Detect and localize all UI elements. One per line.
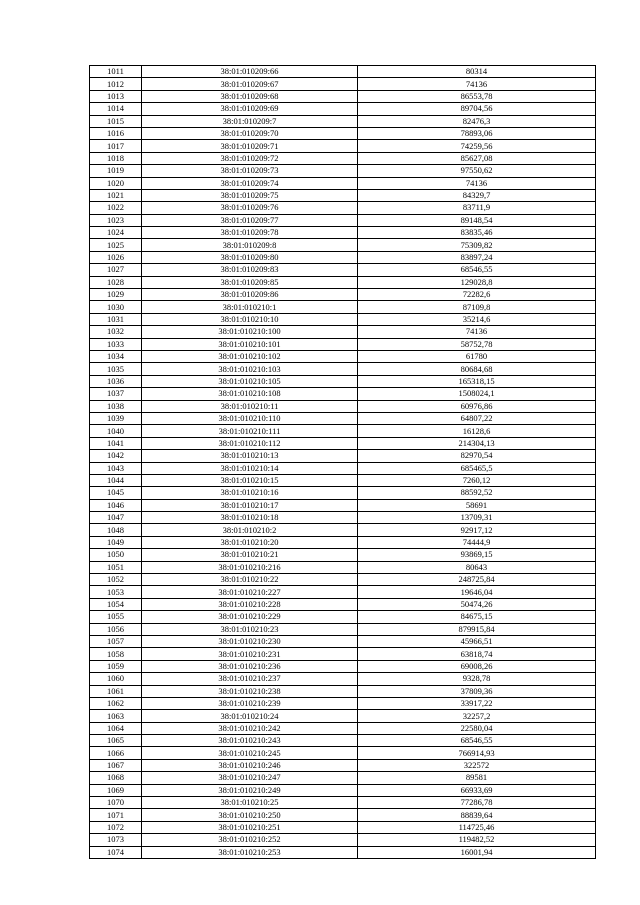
cadastral-number-cell: 38:01:010210:2 bbox=[142, 524, 358, 536]
table-row bbox=[90, 103, 596, 115]
row-number-cell: 1032 bbox=[90, 326, 142, 338]
table-row bbox=[90, 127, 596, 139]
row-number-cell: 1047 bbox=[90, 512, 142, 524]
row-number-cell: 1052 bbox=[90, 574, 142, 586]
table-row bbox=[90, 821, 596, 833]
row-number-cell: 1036 bbox=[90, 375, 142, 387]
cadastral-number-cell: 38:01:010209:83 bbox=[142, 264, 358, 276]
cadastral-number-cell: 38:01:010210:243 bbox=[142, 735, 358, 747]
row-number-cell: 1062 bbox=[90, 697, 142, 709]
cadastral-number-cell: 38:01:010210:231 bbox=[142, 648, 358, 660]
table-row bbox=[90, 809, 596, 821]
row-number-cell: 1066 bbox=[90, 747, 142, 759]
cadastral-value-cell: 16001,94 bbox=[358, 846, 596, 858]
cadastral-number-cell: 38:01:010210:15 bbox=[142, 474, 358, 486]
cadastral-value-cell: 80684,68 bbox=[358, 363, 596, 375]
cadastral-value-cell: 92917,12 bbox=[358, 524, 596, 536]
row-number-cell: 1042 bbox=[90, 450, 142, 462]
cadastral-number-cell: 38:01:010210:110 bbox=[142, 412, 358, 424]
cadastral-number-cell: 38:01:010210:10 bbox=[142, 313, 358, 325]
cadastral-value-cell: 35214,6 bbox=[358, 313, 596, 325]
cadastral-value-cell: 88592,52 bbox=[358, 487, 596, 499]
cadastral-number-cell: 38:01:010210:100 bbox=[142, 326, 358, 338]
row-number-cell: 1011 bbox=[90, 66, 142, 78]
table-row bbox=[90, 313, 596, 325]
table-row bbox=[90, 747, 596, 759]
row-number-cell: 1031 bbox=[90, 313, 142, 325]
table-row bbox=[90, 487, 596, 499]
cadastral-value-cell: 50474,26 bbox=[358, 598, 596, 610]
cadastral-value-cell: 75309,82 bbox=[358, 239, 596, 251]
cadastral-value-table bbox=[89, 65, 596, 859]
cadastral-value-cell: 89581 bbox=[358, 772, 596, 784]
row-number-cell: 1039 bbox=[90, 412, 142, 424]
cadastral-number-cell: 38:01:010210:20 bbox=[142, 536, 358, 548]
cadastral-number-cell: 38:01:010209:69 bbox=[142, 103, 358, 115]
row-number-cell: 1063 bbox=[90, 710, 142, 722]
cadastral-value-cell: 80643 bbox=[358, 561, 596, 573]
cadastral-value-cell: 58691 bbox=[358, 499, 596, 511]
cadastral-value-cell: 16128,6 bbox=[358, 425, 596, 437]
table-row bbox=[90, 474, 596, 486]
row-number-cell: 1058 bbox=[90, 648, 142, 660]
row-number-cell: 1044 bbox=[90, 474, 142, 486]
cadastral-number-cell: 38:01:010210:236 bbox=[142, 660, 358, 672]
cadastral-value-cell: 77286,78 bbox=[358, 797, 596, 809]
table-row bbox=[90, 202, 596, 214]
cadastral-number-cell: 38:01:010209:73 bbox=[142, 165, 358, 177]
row-number-cell: 1015 bbox=[90, 115, 142, 127]
cadastral-value-cell: 86553,78 bbox=[358, 90, 596, 102]
table-row bbox=[90, 685, 596, 697]
cadastral-number-cell: 38:01:010210:111 bbox=[142, 425, 358, 437]
cadastral-number-cell: 38:01:010209:77 bbox=[142, 214, 358, 226]
cadastral-value-cell: 685465,5 bbox=[358, 462, 596, 474]
row-number-cell: 1041 bbox=[90, 437, 142, 449]
table-row bbox=[90, 635, 596, 647]
cadastral-number-cell: 38:01:010210:17 bbox=[142, 499, 358, 511]
cadastral-number-cell: 38:01:010209:72 bbox=[142, 152, 358, 164]
cadastral-value-cell: 63818,74 bbox=[358, 648, 596, 660]
table-row bbox=[90, 710, 596, 722]
cadastral-value-cell: 74136 bbox=[358, 326, 596, 338]
row-number-cell: 1053 bbox=[90, 586, 142, 598]
cadastral-value-cell: 119482,52 bbox=[358, 834, 596, 846]
row-number-cell: 1030 bbox=[90, 301, 142, 313]
cadastral-value-cell: 74444,9 bbox=[358, 536, 596, 548]
cadastral-value-cell: 74136 bbox=[358, 78, 596, 90]
cadastral-number-cell: 38:01:010209:8 bbox=[142, 239, 358, 251]
cadastral-value-cell: 68546,55 bbox=[358, 264, 596, 276]
cadastral-value-cell: 83835,46 bbox=[358, 227, 596, 239]
cadastral-number-cell: 38:01:010210:239 bbox=[142, 697, 358, 709]
cadastral-number-cell: 38:01:010209:86 bbox=[142, 289, 358, 301]
row-number-cell: 1034 bbox=[90, 350, 142, 362]
cadastral-value-cell: 74259,56 bbox=[358, 140, 596, 152]
table-row bbox=[90, 834, 596, 846]
table-row bbox=[90, 797, 596, 809]
table-row bbox=[90, 759, 596, 771]
table-row bbox=[90, 400, 596, 412]
cadastral-value-cell: 58752,78 bbox=[358, 338, 596, 350]
row-number-cell: 1019 bbox=[90, 165, 142, 177]
table-row bbox=[90, 574, 596, 586]
row-number-cell: 1061 bbox=[90, 685, 142, 697]
cadastral-value-cell: 64807,22 bbox=[358, 412, 596, 424]
row-number-cell: 1071 bbox=[90, 809, 142, 821]
row-number-cell: 1049 bbox=[90, 536, 142, 548]
cadastral-number-cell: 38:01:010210:14 bbox=[142, 462, 358, 474]
table-row bbox=[90, 598, 596, 610]
cadastral-value-cell: 89704,56 bbox=[358, 103, 596, 115]
cadastral-number-cell: 38:01:010209:66 bbox=[142, 66, 358, 78]
cadastral-number-cell: 38:01:010210:249 bbox=[142, 784, 358, 796]
row-number-cell: 1055 bbox=[90, 611, 142, 623]
cadastral-value-cell: 9328,78 bbox=[358, 673, 596, 685]
table-row bbox=[90, 412, 596, 424]
cadastral-number-cell: 38:01:010210:18 bbox=[142, 512, 358, 524]
row-number-cell: 1033 bbox=[90, 338, 142, 350]
cadastral-value-cell: 69008,26 bbox=[358, 660, 596, 672]
row-number-cell: 1027 bbox=[90, 264, 142, 276]
table-row bbox=[90, 239, 596, 251]
cadastral-value-cell: 78893,06 bbox=[358, 127, 596, 139]
row-number-cell: 1035 bbox=[90, 363, 142, 375]
table-row bbox=[90, 78, 596, 90]
cadastral-number-cell: 38:01:010210:230 bbox=[142, 635, 358, 647]
cadastral-number-cell: 38:01:010210:245 bbox=[142, 747, 358, 759]
cadastral-number-cell: 38:01:010209:67 bbox=[142, 78, 358, 90]
row-number-cell: 1020 bbox=[90, 177, 142, 189]
cadastral-value-cell: 82476,3 bbox=[358, 115, 596, 127]
cadastral-value-cell: 68546,55 bbox=[358, 735, 596, 747]
cadastral-number-cell: 38:01:010210:228 bbox=[142, 598, 358, 610]
cadastral-number-cell: 38:01:010209:70 bbox=[142, 127, 358, 139]
row-number-cell: 1028 bbox=[90, 276, 142, 288]
table-row bbox=[90, 177, 596, 189]
cadastral-number-cell: 38:01:010210:251 bbox=[142, 821, 358, 833]
row-number-cell: 1025 bbox=[90, 239, 142, 251]
cadastral-number-cell: 38:01:010210:1 bbox=[142, 301, 358, 313]
cadastral-value-cell: 61780 bbox=[358, 350, 596, 362]
table-row bbox=[90, 722, 596, 734]
cadastral-number-cell: 38:01:010210:23 bbox=[142, 623, 358, 635]
cadastral-value-cell: 72282,6 bbox=[358, 289, 596, 301]
row-number-cell: 1022 bbox=[90, 202, 142, 214]
row-number-cell: 1016 bbox=[90, 127, 142, 139]
cadastral-value-cell: 114725,46 bbox=[358, 821, 596, 833]
row-number-cell: 1070 bbox=[90, 797, 142, 809]
table-row bbox=[90, 227, 596, 239]
table-row bbox=[90, 450, 596, 462]
cadastral-value-cell: 33917,22 bbox=[358, 697, 596, 709]
table-row bbox=[90, 115, 596, 127]
table-row bbox=[90, 697, 596, 709]
table-row bbox=[90, 165, 596, 177]
table-row bbox=[90, 66, 596, 78]
table-row bbox=[90, 524, 596, 536]
table-row bbox=[90, 140, 596, 152]
table-row bbox=[90, 301, 596, 313]
cadastral-number-cell: 38:01:010210:237 bbox=[142, 673, 358, 685]
cadastral-value-cell: 37809,36 bbox=[358, 685, 596, 697]
table-row bbox=[90, 735, 596, 747]
cadastral-number-cell: 38:01:010209:71 bbox=[142, 140, 358, 152]
cadastral-value-cell: 88839,64 bbox=[358, 809, 596, 821]
table-row bbox=[90, 673, 596, 685]
cadastral-number-cell: 38:01:010210:250 bbox=[142, 809, 358, 821]
table-row bbox=[90, 437, 596, 449]
cadastral-value-cell: 83897,24 bbox=[358, 251, 596, 263]
row-number-cell: 1074 bbox=[90, 846, 142, 858]
cadastral-number-cell: 38:01:010210:247 bbox=[142, 772, 358, 784]
row-number-cell: 1072 bbox=[90, 821, 142, 833]
cadastral-value-cell: 84329,7 bbox=[358, 189, 596, 201]
row-number-cell: 1026 bbox=[90, 251, 142, 263]
row-number-cell: 1012 bbox=[90, 78, 142, 90]
cadastral-number-cell: 38:01:010210:16 bbox=[142, 487, 358, 499]
row-number-cell: 1046 bbox=[90, 499, 142, 511]
row-number-cell: 1048 bbox=[90, 524, 142, 536]
table-row bbox=[90, 363, 596, 375]
row-number-cell: 1017 bbox=[90, 140, 142, 152]
cadastral-number-cell: 38:01:010210:246 bbox=[142, 759, 358, 771]
cadastral-number-cell: 38:01:010210:101 bbox=[142, 338, 358, 350]
row-number-cell: 1064 bbox=[90, 722, 142, 734]
row-number-cell: 1068 bbox=[90, 772, 142, 784]
table-row bbox=[90, 350, 596, 362]
table-row bbox=[90, 772, 596, 784]
table-row bbox=[90, 648, 596, 660]
cadastral-number-cell: 38:01:010210:252 bbox=[142, 834, 358, 846]
row-number-cell: 1067 bbox=[90, 759, 142, 771]
row-number-cell: 1060 bbox=[90, 673, 142, 685]
table-row bbox=[90, 586, 596, 598]
table-row bbox=[90, 623, 596, 635]
cadastral-value-cell: 93869,15 bbox=[358, 549, 596, 561]
table-row bbox=[90, 326, 596, 338]
table-row bbox=[90, 425, 596, 437]
table-row bbox=[90, 388, 596, 400]
row-number-cell: 1023 bbox=[90, 214, 142, 226]
cadastral-number-cell: 38:01:010210:108 bbox=[142, 388, 358, 400]
cadastral-number-cell: 38:01:010210:13 bbox=[142, 450, 358, 462]
table-row bbox=[90, 660, 596, 672]
cadastral-value-cell: 84675,15 bbox=[358, 611, 596, 623]
table-row bbox=[90, 462, 596, 474]
table-row bbox=[90, 611, 596, 623]
table-row bbox=[90, 251, 596, 263]
cadastral-value-cell: 82970,54 bbox=[358, 450, 596, 462]
cadastral-value-cell: 165318,15 bbox=[358, 375, 596, 387]
cadastral-number-cell: 38:01:010209:68 bbox=[142, 90, 358, 102]
cadastral-number-cell: 38:01:010210:11 bbox=[142, 400, 358, 412]
table-row bbox=[90, 561, 596, 573]
row-number-cell: 1054 bbox=[90, 598, 142, 610]
cadastral-number-cell: 38:01:010209:76 bbox=[142, 202, 358, 214]
row-number-cell: 1045 bbox=[90, 487, 142, 499]
cadastral-number-cell: 38:01:010210:21 bbox=[142, 549, 358, 561]
row-number-cell: 1024 bbox=[90, 227, 142, 239]
table-row bbox=[90, 512, 596, 524]
cadastral-value-cell: 214304,13 bbox=[358, 437, 596, 449]
row-number-cell: 1050 bbox=[90, 549, 142, 561]
table-row bbox=[90, 90, 596, 102]
cadastral-number-cell: 38:01:010209:7 bbox=[142, 115, 358, 127]
cadastral-value-cell: 129028,8 bbox=[358, 276, 596, 288]
cadastral-value-cell: 879915,84 bbox=[358, 623, 596, 635]
cadastral-number-cell: 38:01:010209:75 bbox=[142, 189, 358, 201]
table-body bbox=[90, 66, 596, 859]
table-row bbox=[90, 846, 596, 858]
row-number-cell: 1013 bbox=[90, 90, 142, 102]
cadastral-value-cell: 80314 bbox=[358, 66, 596, 78]
cadastral-value-cell: 74136 bbox=[358, 177, 596, 189]
row-number-cell: 1051 bbox=[90, 561, 142, 573]
table-row bbox=[90, 549, 596, 561]
cadastral-number-cell: 38:01:010209:80 bbox=[142, 251, 358, 263]
cadastral-number-cell: 38:01:010210:227 bbox=[142, 586, 358, 598]
cadastral-number-cell: 38:01:010209:74 bbox=[142, 177, 358, 189]
row-number-cell: 1059 bbox=[90, 660, 142, 672]
cadastral-value-cell: 248725,84 bbox=[358, 574, 596, 586]
cadastral-value-cell: 66933,69 bbox=[358, 784, 596, 796]
row-number-cell: 1021 bbox=[90, 189, 142, 201]
cadastral-value-cell: 7260,12 bbox=[358, 474, 596, 486]
cadastral-number-cell: 38:01:010210:216 bbox=[142, 561, 358, 573]
row-number-cell: 1043 bbox=[90, 462, 142, 474]
cadastral-number-cell: 38:01:010209:85 bbox=[142, 276, 358, 288]
table-row bbox=[90, 152, 596, 164]
cadastral-number-cell: 38:01:010210:103 bbox=[142, 363, 358, 375]
cadastral-value-cell: 60976,86 bbox=[358, 400, 596, 412]
table-row bbox=[90, 276, 596, 288]
table-row bbox=[90, 264, 596, 276]
row-number-cell: 1057 bbox=[90, 635, 142, 647]
row-number-cell: 1037 bbox=[90, 388, 142, 400]
cadastral-number-cell: 38:01:010210:25 bbox=[142, 797, 358, 809]
row-number-cell: 1069 bbox=[90, 784, 142, 796]
cadastral-number-cell: 38:01:010210:102 bbox=[142, 350, 358, 362]
cadastral-number-cell: 38:01:010210:229 bbox=[142, 611, 358, 623]
row-number-cell: 1065 bbox=[90, 735, 142, 747]
row-number-cell: 1029 bbox=[90, 289, 142, 301]
cadastral-number-cell: 38:01:010210:238 bbox=[142, 685, 358, 697]
cadastral-number-cell: 38:01:010210:24 bbox=[142, 710, 358, 722]
table-row bbox=[90, 499, 596, 511]
cadastral-value-cell: 85627,08 bbox=[358, 152, 596, 164]
table-row bbox=[90, 189, 596, 201]
row-number-cell: 1073 bbox=[90, 834, 142, 846]
table-row bbox=[90, 289, 596, 301]
row-number-cell: 1038 bbox=[90, 400, 142, 412]
table-row bbox=[90, 784, 596, 796]
table-row bbox=[90, 536, 596, 548]
cadastral-value-cell: 97550,62 bbox=[358, 165, 596, 177]
cadastral-number-cell: 38:01:010210:242 bbox=[142, 722, 358, 734]
cadastral-value-cell: 45966,51 bbox=[358, 635, 596, 647]
cadastral-value-cell: 89148,54 bbox=[358, 214, 596, 226]
row-number-cell: 1040 bbox=[90, 425, 142, 437]
row-number-cell: 1056 bbox=[90, 623, 142, 635]
cadastral-value-cell: 22580,04 bbox=[358, 722, 596, 734]
cadastral-value-cell: 766914,93 bbox=[358, 747, 596, 759]
table-row bbox=[90, 375, 596, 387]
cadastral-value-cell: 1508024,1 bbox=[358, 388, 596, 400]
cadastral-value-cell: 13709,31 bbox=[358, 512, 596, 524]
cadastral-number-cell: 38:01:010210:112 bbox=[142, 437, 358, 449]
table-row bbox=[90, 214, 596, 226]
cadastral-value-cell: 322572 bbox=[358, 759, 596, 771]
cadastral-number-cell: 38:01:010210:22 bbox=[142, 574, 358, 586]
table-row bbox=[90, 338, 596, 350]
cadastral-number-cell: 38:01:010210:105 bbox=[142, 375, 358, 387]
cadastral-number-cell: 38:01:010210:253 bbox=[142, 846, 358, 858]
cadastral-number-cell: 38:01:010209:78 bbox=[142, 227, 358, 239]
cadastral-value-cell: 83711,9 bbox=[358, 202, 596, 214]
cadastral-value-cell: 87109,8 bbox=[358, 301, 596, 313]
row-number-cell: 1014 bbox=[90, 103, 142, 115]
cadastral-value-cell: 32257,2 bbox=[358, 710, 596, 722]
cadastral-value-cell: 19646,04 bbox=[358, 586, 596, 598]
row-number-cell: 1018 bbox=[90, 152, 142, 164]
